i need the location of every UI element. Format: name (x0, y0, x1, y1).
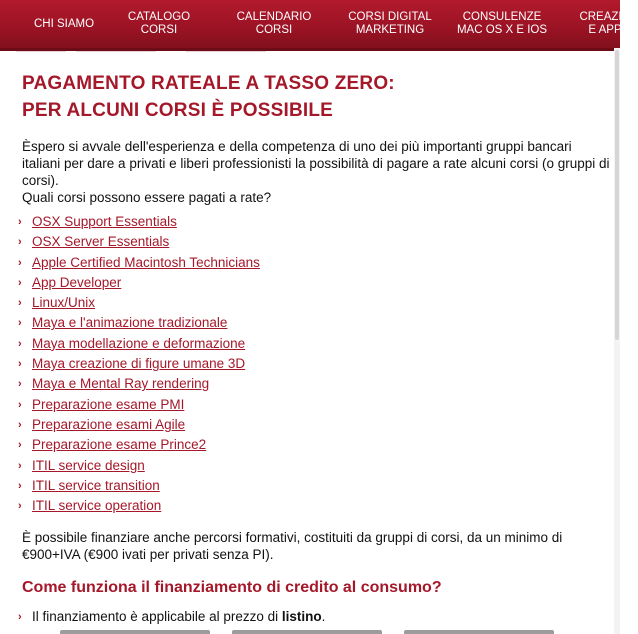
course-link[interactable]: Maya e Mental Ray rendering (32, 376, 210, 392)
course-link[interactable]: OSX Support Essentials (32, 214, 177, 229)
course-link[interactable]: Preparazione esami Agile (32, 416, 186, 432)
nav-item-creazione-app[interactable]: CREAZIO E APP (579, 11, 631, 36)
chevron-right-icon: › (18, 358, 22, 371)
chevron-right-icon: › (18, 500, 22, 513)
list-item (18, 435, 612, 455)
course-link[interactable]: Maya e l'animazione tradizionale (32, 315, 228, 331)
question-text: Quali corsi possono essere pagati a rate? (22, 190, 272, 205)
list-item (18, 374, 612, 394)
chevron-right-icon: › (18, 611, 22, 624)
course-link[interactable]: Linux/Unix (32, 295, 96, 311)
chevron-right-icon: › (18, 216, 22, 228)
list-item (18, 253, 612, 273)
list-item (18, 334, 612, 354)
list-item (18, 232, 612, 252)
chevron-right-icon: › (18, 439, 22, 452)
finance-paragraph: È possibile finanziare anche percorsi formativi, costituiti da gruppi di corsi, da un minimo di €900+IVA (€900 ivati per privati senza PI). (22, 530, 563, 563)
main-content (18, 70, 612, 626)
nav-item-chi-siamo[interactable]: CHI SIAMO (33, 17, 95, 30)
list-item (18, 273, 612, 293)
top-navigation-bar (0, 0, 631, 51)
chevron-right-icon: › (18, 297, 22, 310)
nav-item-calendario-corsi[interactable]: CALENDARIO CORSI (236, 11, 312, 36)
page-title-line-1: PAGAMENTO RATEALE A TASSO ZERO: (22, 73, 395, 94)
list-item (18, 476, 612, 496)
list-item (18, 608, 612, 626)
course-link[interactable]: OSX Server Essentials (32, 234, 170, 250)
nav-item-consulenze-mac[interactable]: CONSULENZE MAC OS X E IOS (456, 11, 548, 36)
list-item (18, 313, 612, 333)
list-item (18, 415, 612, 435)
chevron-right-icon: › (18, 256, 22, 269)
chevron-right-icon: › (18, 317, 22, 330)
courses-list (18, 212, 612, 516)
chevron-right-icon: › (18, 276, 22, 289)
chevron-right-icon: › (18, 236, 22, 249)
bullet-bold-text: listino (281, 609, 322, 625)
chevron-right-icon: › (18, 418, 22, 431)
bullet-text: Il finanziamento è applicabile al prezzo di (32, 609, 282, 625)
vertical-scrollbar[interactable] (614, 48, 620, 634)
course-link[interactable]: Preparazione esame Prince2 (32, 437, 207, 453)
chevron-right-icon: › (18, 378, 22, 391)
course-link[interactable]: ITIL service design (32, 457, 145, 473)
nav-underline-strip (0, 51, 620, 53)
course-link[interactable]: Maya modellazione e deformazione (32, 335, 246, 351)
bullet-suffix: . (321, 609, 326, 625)
list-item (18, 212, 612, 232)
nav-item-corsi-digital-marketing[interactable]: CORSI DIGITAL MARKETING (348, 11, 432, 36)
course-link[interactable]: App Developer (32, 274, 122, 290)
conditions-list (18, 608, 612, 626)
course-link[interactable]: Maya creazione di figure umane 3D (32, 356, 246, 372)
chevron-right-icon: › (18, 479, 22, 492)
intro-paragraph: Èspero si avvale dell'esperienza e della competenza di uno dei più importanti gruppi bancari italiani per dare a privati e liberi professionisti la possibilità di pagare a rate alcuni corsi (o gruppi di corsi). (22, 139, 610, 188)
page-title-line-2: PER ALCUNI CORSI È POSSIBILE (22, 100, 334, 121)
list-item (18, 293, 612, 313)
scrollbar-thumb[interactable] (615, 50, 619, 340)
nav-item-catalogo-corsi[interactable]: CATALOGO CORSI (127, 11, 191, 36)
list-item (18, 456, 612, 476)
list-item (18, 354, 612, 374)
page-title (22, 70, 612, 124)
course-link[interactable]: ITIL service operation (32, 498, 162, 514)
chevron-right-icon: › (18, 459, 22, 472)
course-link[interactable]: Preparazione esame PMI (32, 396, 185, 412)
section-title: Come funziona il finanziamento di credito al consumo? (22, 579, 442, 597)
bottom-toolbar-edge (0, 628, 620, 634)
list-item (18, 496, 612, 516)
chevron-right-icon: › (18, 398, 22, 411)
course-link[interactable]: ITIL service transition (32, 477, 160, 493)
course-link[interactable]: Apple Certified Macintosh Technicians (32, 254, 260, 270)
list-item (18, 395, 612, 415)
chevron-right-icon: › (18, 337, 22, 350)
